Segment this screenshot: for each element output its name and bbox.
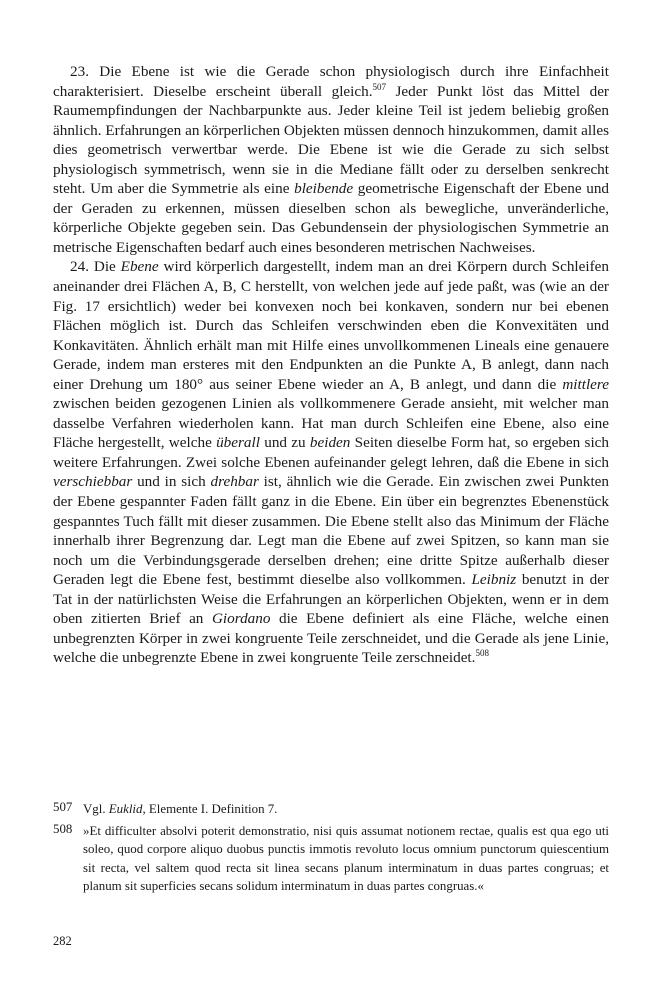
footnote-text [83, 800, 609, 819]
text-run: und zu [259, 434, 310, 452]
text-run: , Elemente I. Definition 7. [142, 802, 278, 816]
page-number: 282 [53, 934, 72, 948]
text-run: 23. Die Ebene ist wie die Gerade schon physiologisch durch ihre Einfachheit charakterisiert. Dieselbe erscheint überall gleich. [53, 63, 609, 100]
text-run: 24. Die [70, 258, 121, 276]
text-run: Seiten dieselbe Form hat, so ergeben sich weitere Erfahrungen. Zwei solche Ebenen aufeinander gelegt lehren, daß die Ebene in sich [53, 434, 609, 471]
emphasis: Giordano [211, 610, 271, 628]
emphasis: bleibende [294, 180, 354, 198]
text-run: zwischen beiden gezogenen Linien als vollkommenere Gerade ansieht, mit welcher man dasselbe Verfahren wiederholen kann. Hat man durch Schleifen eine Ebene, also eine Fläche hergestellt, welche [53, 395, 609, 452]
footnote-ref: 507 [372, 81, 387, 92]
emphasis: drehbar [210, 473, 259, 491]
text-run: und in sich [132, 473, 211, 491]
text-run: wird körperlich dargestellt, indem man an drei Körpern durch Schleifen aneinander drei Flächen A, B, C herstellt, von welchen jede auf jede paßt, was (wie an der Fig. 17 ersichtlich) weder bei konvexen noch bei konkaven, sondern nur bei ebenen Flächen möglich ist. Durch das Schleifen verschwinden eben die Konvexitäten und Konkavitäten. Ähnlich erhält man mit Hilfe eines unvollkommenen Lineals eine genauere Gerade, indem man ersteres mit den Endpunkten an die Punkte A, B anlegt, dann nach einer Drehung um 180° aus seiner Ebene wieder an A, B anlegt, und dann die [53, 258, 609, 393]
paragraph-23 [53, 62, 609, 257]
footnote-number: 507 [53, 800, 73, 814]
emphasis: mittlere [562, 375, 609, 393]
text-run: Jeder Punkt löst das Mittel der Raumempfindungen der Nachbarpunkte aus. Jeder kleine Teil ist jedem beliebig großen ähnlich. Erfahrungen an körperlichen Objekten müssen dennoch hinzukommen, damit alles dies geometrisch verwertbar werde. Die Ebene ist wie die Gerade zu sich selbst physiologisch symmetrisch, wenn sie in die Mediane fällt oder zu derselben senkrecht steht. Um aber die Symmetrie als eine [53, 82, 609, 198]
emphasis: verschiebbar [53, 473, 133, 491]
footnote-ref: 508 [475, 648, 489, 659]
emphasis: beiden [309, 434, 351, 452]
footnote-508 [53, 822, 609, 896]
text-run: Vgl. [83, 802, 109, 816]
main-text [53, 62, 609, 668]
text-run: benutzt in der Tat in der natürlichsten Weise die Erfahrungen an körperlichen Objekten, wenn er in dem oben zitierten Brief an [53, 571, 609, 628]
footnotes [53, 800, 609, 899]
paragraph-24 [53, 257, 609, 667]
emphasis: Ebene [120, 258, 159, 276]
emphasis: Euklid [108, 802, 143, 816]
footnote-text [83, 822, 609, 896]
emphasis: überall [216, 434, 260, 452]
text-run: geometrische Eigenschaft der Ebene und der Geraden zu erkennen, müssen dieselben schon als bewegliche, unveränderliche, körperliche Objekte gegeben sein. Das Gebundensein der physiologischen Symmetrie an metrische Eigenschaften bedarf auch eines besonderen metrischen Nachweises. [53, 180, 610, 256]
text-run: »Et difficulter absolvi poterit demonstratio, nisi quis assumat notionem rectae, qualis est qua ego uti soleo, quod corpore aliquo duobus punctis immotis revoluto locus omnium punctorum quiescentium sit recta, vel saltem quod recta sit linea secans planum interminatum in duas partes congruas; et planum sit superficies secans solidum interminatum in duas partes congruas.« [83, 823, 609, 894]
footnote-number: 508 [53, 821, 73, 836]
text-run: ist, ähnlich wie die Gerade. Ein zwischen zwei Punkten der Ebene gespannter Faden fällt ganz in die Ebene. Ein über ein begrenztes Ebenenstück gespanntes Tuch fällt mit dieser zusammen. Die Ebene stellt also das Minimum der Fläche innerhalb ihrer Begrenzung dar. Legt man die Ebene auf zwei Spitzen, so kann man sie noch um die Verbindungsgerade derselben drehen; eine dritte Spitze außerhalb dieser Geraden legt die Ebene fest, bestimmt dieselbe also vollkommen. [53, 473, 609, 589]
emphasis: Leibniz [471, 571, 517, 589]
text-run: die Ebene definiert als eine Fläche, welche einen unbegrenzten Körper in zwei kongruente Teile zerschneidet, und die Gerade als jene Linie, welche die unbegrenzte Ebene in zwei kongruente Teile zerschneidet. [53, 610, 609, 667]
footnote-507 [53, 800, 609, 819]
